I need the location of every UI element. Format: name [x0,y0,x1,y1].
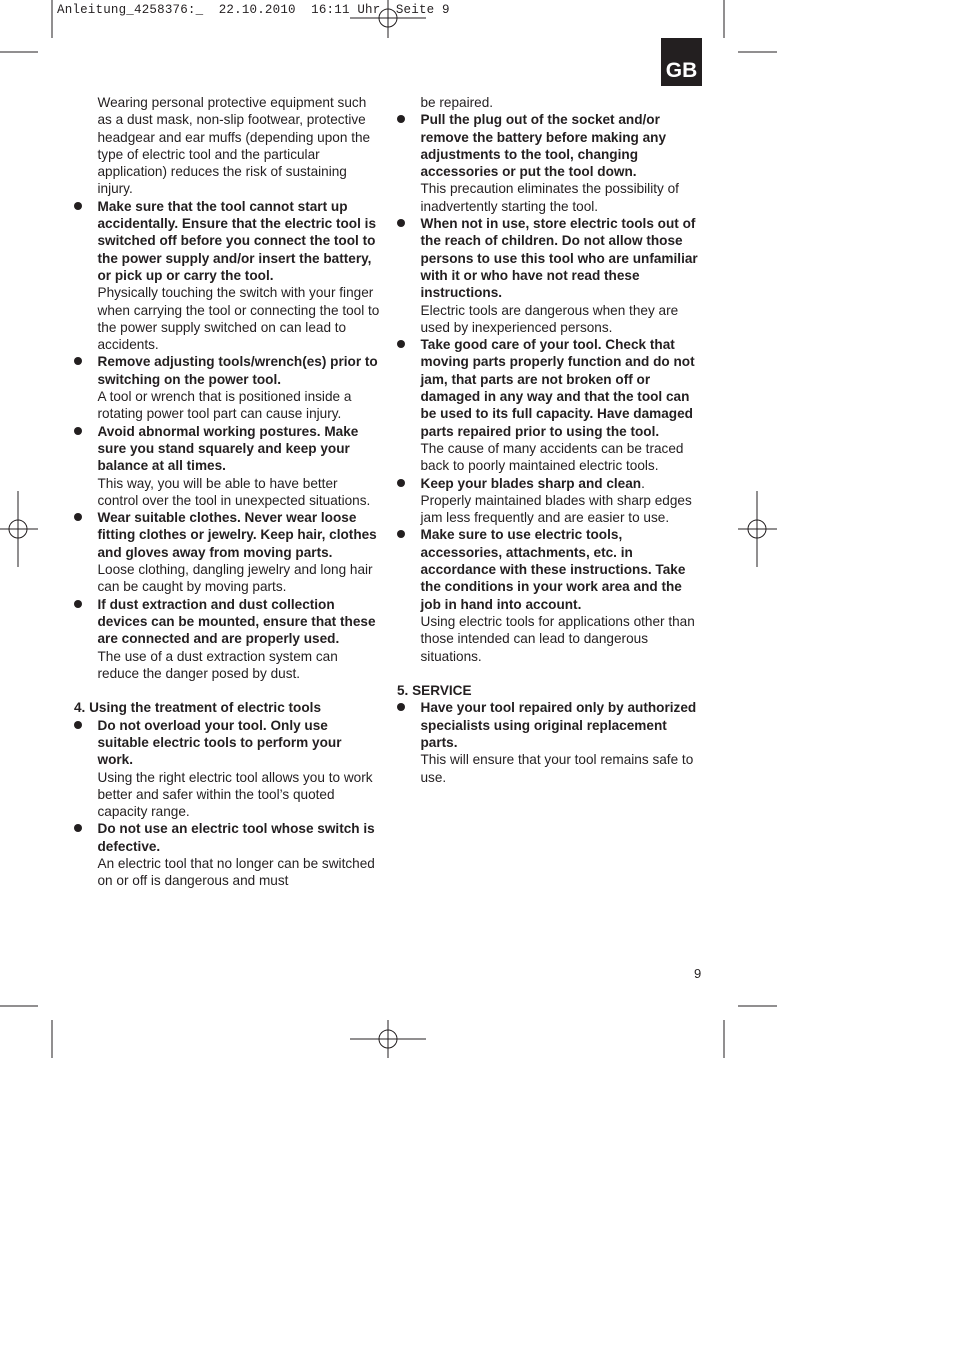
item-heading-line [421,475,704,492]
list-item [74,353,380,422]
bullet-icon [397,340,405,348]
item-heading: Keep your blades sharp and clean [420,475,642,491]
bullet-icon [74,600,82,608]
list-item [397,699,703,785]
item-heading: Remove adjusting tools/wrench(es) prior to switching on the power tool. [97,354,378,387]
item-text: Properly maintained blades with sharp edges jam less frequently and are easier to use. [420,492,692,526]
list-item [397,526,703,664]
registration-mark-right [738,491,777,567]
bullet-icon [74,202,82,210]
section-heading: 5. SERVICE [397,683,472,699]
list-item [74,717,380,821]
list-item [397,336,703,474]
list-item [74,820,380,889]
list-item [74,198,380,354]
section-heading: 4. Using the treatment of electric tools [74,700,322,716]
bullet-icon [397,530,405,538]
item-heading: Make sure that the tool cannot start up accidentally. Ensure that the electric tool is switched off before you connect the tool to the power supply and/or insert the battery, or pick up or carry the tool. [97,198,377,283]
bullet-icon [74,824,82,832]
bullet-icon [397,703,405,711]
language-badge: GB [661,38,702,86]
continuation-text: be repaired. [420,95,494,110]
item-text: Using the right electric tool allows you to work better and safer within the tool’s quoted capacity range. [97,769,373,820]
registration-mark-bottom [350,1020,426,1058]
item-text: Electric tools are dangerous when they are used by inexperienced persons. [420,302,679,335]
item-text: Using electric tools for applications other than those intended can lead to dangerous situations. [420,613,695,664]
list-item [397,111,703,215]
item-heading: Avoid abnormal working postures. Make sure you stand squarely and keep your balance at all times. [97,423,359,474]
item-text: A tool or wrench that is positioned inside a rotating power tool part can cause injury. [97,389,352,422]
right-column [397,94,703,786]
item-heading: Wear suitable clothes. Never wear loose fitting clothes or jewelry. Keep hair, clothes and gloves away from moving parts. [97,510,377,560]
item-heading: Do not use an electric tool whose switch is defective. [97,821,375,854]
item-heading: If dust extraction and dust collection devices can be mounted, ensure that these are connected and are properly used. [97,596,376,647]
heading-tail: . [641,475,645,491]
item-heading: Do not overload your tool. Only use suitable electric tools to perform your work. [97,717,342,768]
bullet-icon [397,479,405,487]
item-text: This precaution eliminates the possibility of inadvertently starting the tool. [420,181,679,214]
item-text: This way, you will be able to have better control over the tool in unexpected situations. [97,475,371,508]
bullet-icon [74,427,82,435]
list-item [74,423,380,509]
item-text: This will ensure that your tool remains safe to use. [420,752,694,785]
item-heading: Take good care of your tool. Check that moving parts properly function and do not jam, that parts are not broken off or damaged in any way and that the tool can be used to its full capacity. Have damaged parts repaired prior to using the tool. [420,337,695,439]
list-item [397,475,703,527]
bullet-icon [74,513,82,521]
bullet-icon [74,721,82,729]
item-heading: Pull the plug out of the socket and/or remove the battery before making any adjustments to the tool, changing accessories or put the tool down. [420,112,667,180]
item-heading: Make sure to use electric tools, accessories, attachments, etc. in accordance with these instructions. Take the conditions in your work area and the job in hand into account. [420,527,686,612]
item-heading: When not in use, store electric tools out of the reach of children. Do not allow those persons to use this tool who are unfamiliar with it or who have not read these instructions. [420,216,698,301]
item-text: The cause of many accidents can be traced back to poorly maintained electric tools. [420,440,684,474]
bullet-icon [397,115,405,123]
page-number: 9 [694,966,702,981]
bullet-icon [397,219,405,227]
bullet-icon [74,357,82,365]
item-heading: Have your tool repaired only by authorized specialists using original replacement parts. [420,700,697,750]
list-item [74,596,380,682]
item-text: Loose clothing, dangling jewelry and long hair can be caught by moving parts. [97,562,373,595]
registration-mark-left [0,491,38,567]
item-text: An electric tool that no longer can be switched on or off is dangerous and must [97,856,375,889]
list-item [397,215,703,336]
left-column [74,94,380,890]
list-item [74,509,380,595]
intro-paragraph: Wearing personal protective equipment such as a dust mask, non-slip footwear, protective headgear and ear muffs (depending upon the type of electric tool and the particular application) reduces the risk of sustaining injury. [97,95,371,197]
item-text: The use of a dust extraction system can reduce the danger posed by dust. [97,648,338,681]
item-text: Physically touching the switch with your finger when carrying the tool or connecting the tool to the power supply switched on can lead to accidents. [97,285,380,353]
print-slug: Anleitung_4258376:_ 22.10.2010 16:11 Uhr Seite 9 [57,3,450,17]
